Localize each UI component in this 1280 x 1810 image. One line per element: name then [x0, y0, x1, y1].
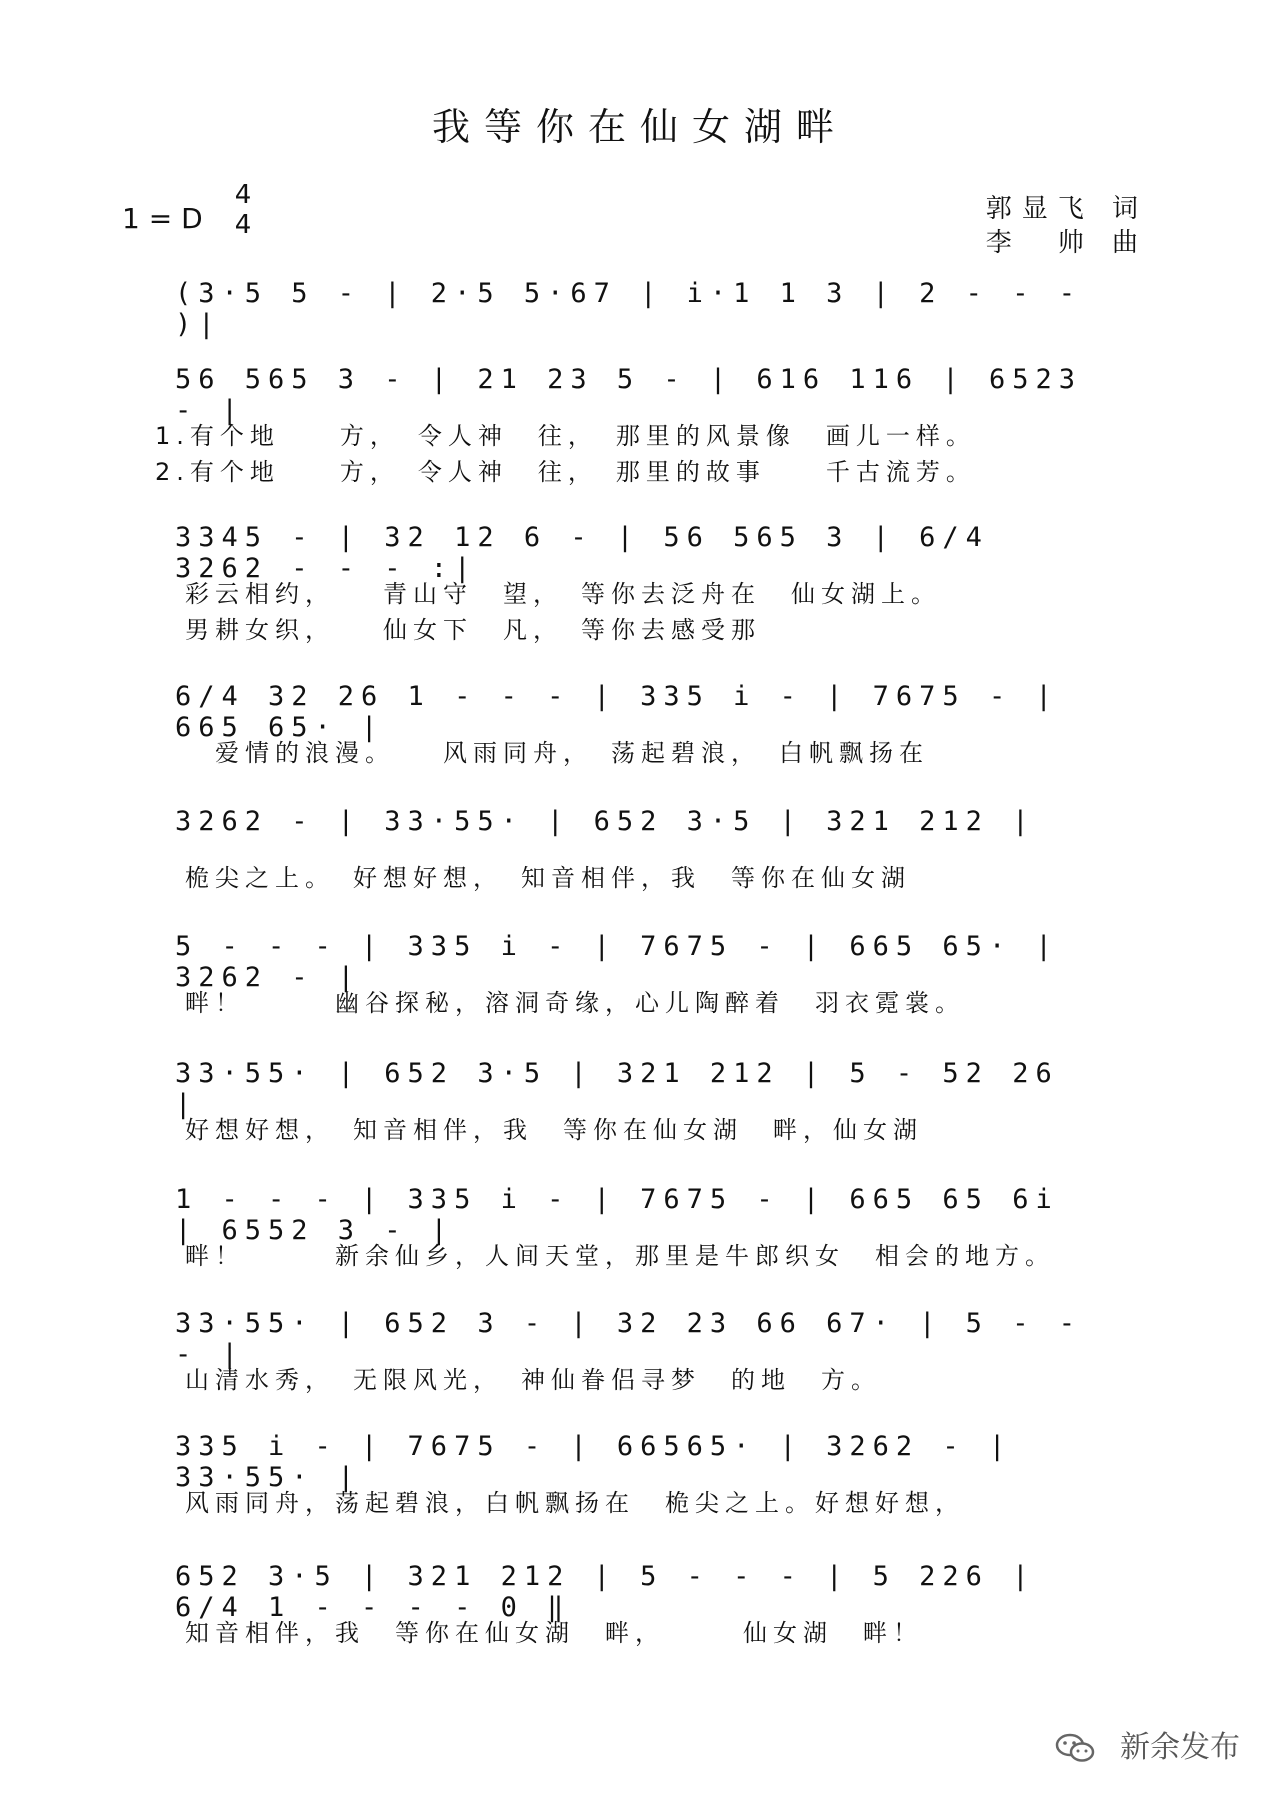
lyricist-credit: 郭显飞 词: [985, 194, 1148, 224]
notation-line: 3345 - | 32 12 6 - | 56 565 3 | 6/4 3262 - - - :|: [175, 522, 989, 584]
notation-line: 33·55· | 652 3 - | 32 23 66 67· | 5 - - - |: [175, 1308, 1082, 1370]
notation-line: 652 3·5 | 321 212 | 5 - - - | 5 226 | 6/4 1 - - - - 0 ‖: [175, 1561, 1036, 1623]
time-signature-bottom: 4: [234, 210, 252, 240]
time-signature: [230, 180, 256, 240]
lyric-line: 好想好想， 知音相伴，我 等你在仙女湖 畔，仙女湖: [185, 1116, 923, 1144]
composer-credit: 李 帅 曲: [985, 228, 1148, 258]
notation-line: (3·5 5 - | 2·5 5·67 | i·1 1 3 | 2 - - - )|: [175, 278, 1082, 340]
notation-line: 5 - - - | 335 i - | 7675 - | 665 65· | 3262 - |: [175, 931, 1059, 993]
notation-line: 56 565 3 - | 21 23 5 - | 616 116 | 6523 - |: [175, 364, 1082, 426]
lyric-line: 知音相伴，我 等你在仙女湖 畔， 仙女湖 畔！: [185, 1619, 923, 1647]
lyric-line: 彩云相约， 青山守 望， 等你去泛舟在 仙女湖上。: [185, 580, 941, 608]
lyric-line: 风雨同舟，荡起碧浪，白帆飘扬在 桅尖之上。好想好想，: [185, 1489, 965, 1517]
lyric-line: 爱情的浪漫。 风雨同舟， 荡起碧浪， 白帆飘扬在: [185, 739, 929, 767]
notation-line: 33·55· | 652 3·5 | 321 212 | 5 - 52 26 |: [175, 1058, 1059, 1120]
song-title: 我等你在仙女湖畔: [431, 105, 848, 149]
lyric-line: 畔！ 幽谷探秘，溶洞奇缘，心儿陶醉着 羽衣霓裳。: [185, 989, 965, 1017]
lyric-line: 1.有个地 方， 令人神 往， 那里的风景像 画儿一样。: [155, 422, 976, 450]
wechat-icon: [1055, 1732, 1095, 1764]
score-row: [155, 1561, 1095, 1751]
notation-line: 6/4 32 26 1 - - - | 335 i - | 7675 - | 665 65· |: [175, 681, 1059, 743]
key-signature: 1 = D: [122, 202, 203, 235]
time-signature-top: 4: [234, 180, 252, 210]
lyric-line: 畔！ 新余仙乡，人间天堂，那里是牛郎织女 相会的地方。: [185, 1242, 1055, 1270]
lyric-line: 2.有个地 方， 令人神 往， 那里的故事 千古流芳。: [155, 458, 976, 486]
lyric-line: 山清水秀， 无限风光， 神仙眷侣寻梦 的地 方。: [185, 1366, 881, 1394]
watermark: 新余发布: [1120, 1730, 1240, 1765]
lyric-line: 男耕女织， 仙女下 凡， 等你去感受那: [185, 616, 761, 644]
notation-line: 335 i - | 7675 - | 66565· | 3262 - | 33·55· |: [175, 1431, 1013, 1493]
notation-line: 1 - - - | 335 i - | 7675 - | 665 65 6i | 6552 3 - |: [175, 1184, 1059, 1246]
notation-line: 3262 - | 33·55· | 652 3·5 | 321 212 |: [175, 806, 1036, 837]
lyric-line: 桅尖之上。 好想好想， 知音相伴，我 等你在仙女湖: [185, 864, 911, 892]
